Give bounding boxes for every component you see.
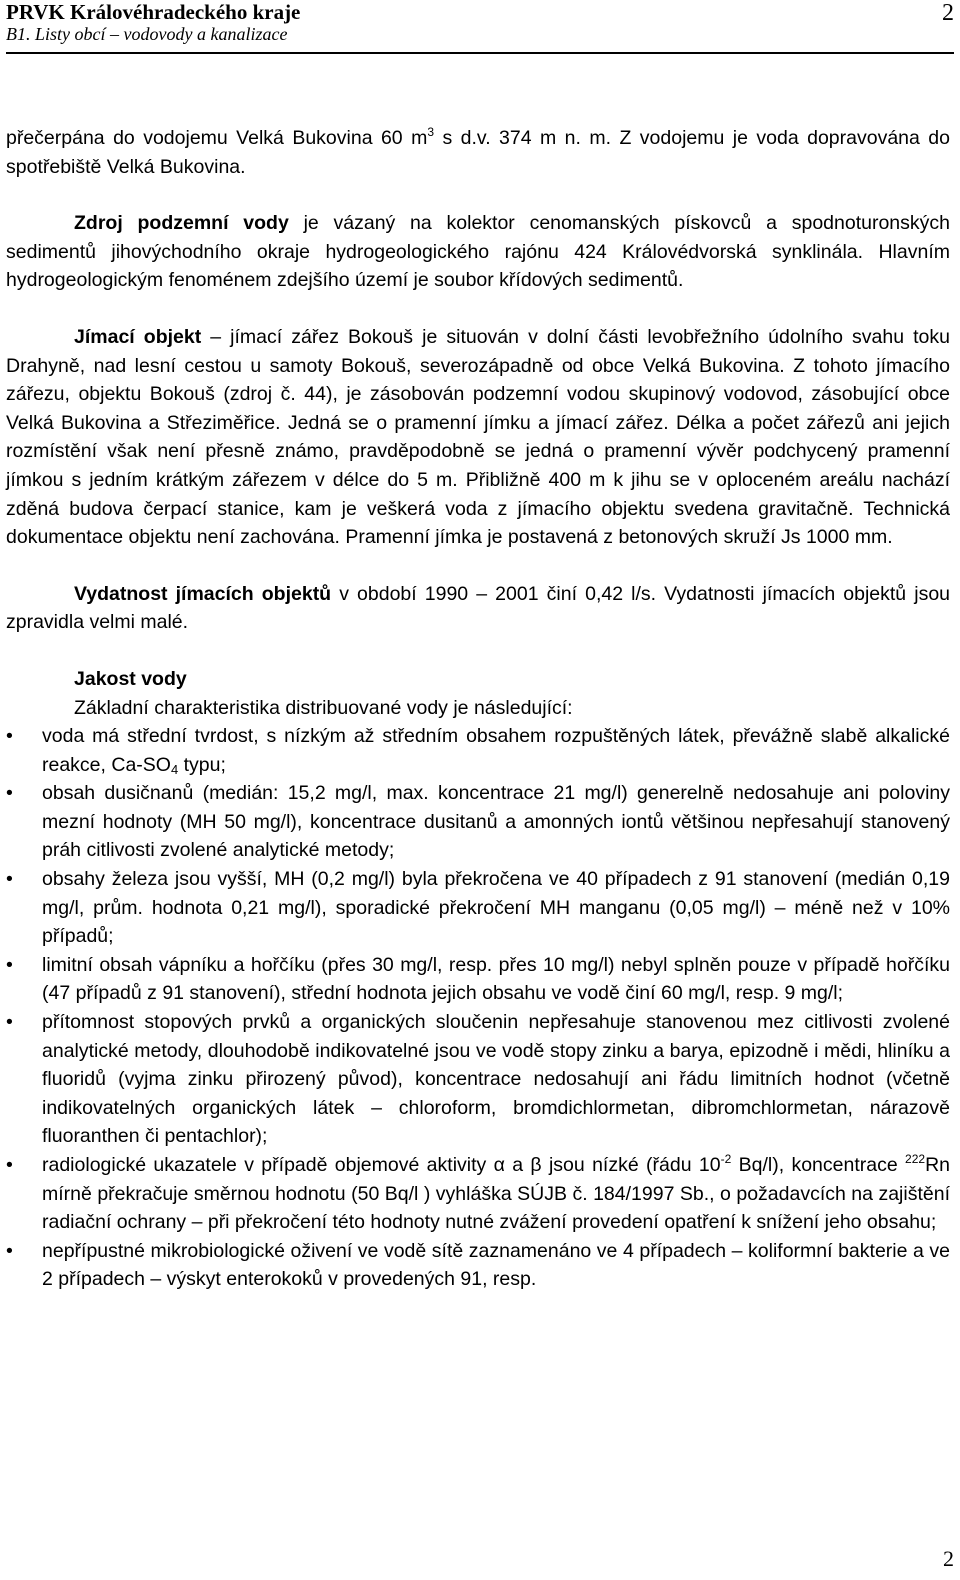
bullet-icon: • [6, 725, 13, 748]
paragraph-intake [6, 323, 950, 552]
footer-page-number: 2 [943, 1546, 954, 1571]
list-item [6, 865, 950, 951]
bullet-icon: • [6, 782, 13, 805]
list-item [6, 722, 950, 779]
section-heading-quality: Jakost vody [74, 667, 187, 690]
bullet-icon: • [6, 953, 13, 976]
text: v období 1990 – 2001 činí 0,42 l/s. Vydatnosti jímacích objektů jsou zpravidla velmi malé. [6, 582, 951, 634]
text: nepřípustné mikrobiologické oživení ve vodě sítě zaznamenáno ve 4 případech – koliformní bakterie a ve 2 případech – výskyt enterokoků v provedených 91, resp. [42, 1239, 950, 1291]
page-header [6, 0, 954, 54]
bullet-icon: • [6, 1011, 13, 1034]
list-item [6, 1151, 950, 1237]
bullet-icon: • [6, 868, 13, 891]
text: přečerpána do vodojemu Velká Bukovina 60 m [6, 127, 428, 149]
text: limitní obsah vápníku a hořčíku (přes 30 mg/l, resp. přes 10 mg/l) nebyl splněn pouze v případě hořčíku (47 případů z 91 stanovení), střední hodnota jejich obsahu ve vodě činí 60 mg/l, resp. 9 mg/l; [42, 953, 950, 1005]
subscript: 4 [170, 761, 179, 777]
paragraph-pumping [6, 124, 950, 181]
text: Rn mírně překračuje směrnou hodnotu (50 Bq/l ) vyhláška SÚJB č. 184/1997 Sb., o požadavcích na zajištění radiační ochrany – při překročení této hodnoty nutné zvážení provedení opatření k snížení jeho obsahu; [42, 1154, 951, 1234]
document-subtitle: B1. Listy obcí – vodovody a kanalizace [6, 24, 288, 44]
list-item [6, 779, 950, 865]
bold-term: Vydatnost jímacích objektů [74, 582, 332, 605]
superscript: -2 [720, 1152, 732, 1166]
quality-intro: Základní charakteristika distribuované vody je následující: [74, 696, 573, 719]
text: voda má střední tvrdost, s nízkým až středním obsahem rozpuštěných látek, převážně slabě alkalické reakce, Ca-SO [42, 725, 950, 776]
text: – jímací zářez Bokouš je situován v dolní části levobřežního údolního svahu toku Drahyně, nad lesní cestou u samoty Bokouš, severozápadně od obce Velká Bukovina. Z tohoto jímacího zářezu, objektu Bokouš (zdroj č. 44), je zásobován podzemní vodou skupinový vodovod, zásobující obce Velká Bukovina a Střeziměřice. Jedná se o pramenní jímku a jímací zářez. Délka a počet zářezů ani jejich rozmístění však není přesně známo, pravděpodobně se jedná o pramenní vývěr podchycený pramenní jímkou s jedním krátkým zářezem v délce do 5 m. Přibližně 400 m k jihu se v oploceném areálu nachází zděná budova čerpací stanice, kam je veškerá voda z jímacího objektu svedena gravitačně. Technická dokumentace objektu není zachována. Pramenní jímka je postavená z betonových skruží Js 1000 mm. [6, 325, 950, 549]
text: Bq/l), koncentrace [731, 1154, 906, 1176]
text: typu; [178, 753, 226, 776]
bullet-icon: • [6, 1239, 13, 1262]
superscript: 3 [427, 125, 435, 139]
quality-list [6, 722, 950, 1294]
document-body [6, 124, 950, 1294]
bold-term: Zdroj podzemní vody [74, 212, 289, 235]
header-page-number: 2 [942, 0, 954, 26]
superscript: 222 [905, 1152, 926, 1166]
text: obsah dusičnanů (medián: 15,2 mg/l, max. koncentrace 21 mg/l) generelně nedosahuje ani poloviny mezní hodnoty (MH 50 mg/l), koncentrace dusitanů a amonných iontů většinou nepřesahují stanovený práh citlivosti zvolené analytické metody; [42, 782, 950, 862]
text: obsahy železa jsou vyšší, MH (0,2 mg/l) byla překročena ve 40 případech z 91 stanovení (medián 0,19 mg/l, prům. hodnota 0,21 mg/l), sporadické překročení MH manganu (0,05 mg/l) – méně než v 10% případů; [42, 868, 950, 948]
bullet-icon: • [6, 1154, 13, 1176]
paragraph-yield [6, 580, 950, 637]
text: je vázaný na kolektor cenomanských pískovců a spodnoturonských sedimentů jihovýchodního okraje hydrogeologického rajónu 424 Královédvorská synklinála. Hlavním hydrogeologickým fenoménem zdejšího území je soubor křídových sedimentů. [6, 212, 950, 292]
paragraph-source [6, 209, 950, 295]
text: s d.v. 374 m n. m. Z vodojemu je voda dopravována do spotřebiště Velká Bukovina. [6, 127, 950, 178]
list-item [6, 1237, 950, 1294]
list-item [6, 1008, 950, 1151]
bold-term: Jímací objekt [74, 325, 202, 348]
text: přítomnost stopových prvků a organických sloučenin nepřesahuje stanovenou mez citlivosti zvolené analytické metody, dlouhodobě indikovatelné jsou ve vodě stopy zinku a barya, epizodně i mědi, hliníku a fluoridů (vyjma zinku přirozený původ), koncentrace nedosahují ani řádu limitních hodnot (včetně indikovatelných organických látek – chloroform, bromdichlormetan, dibromchlormetan, nárazově fluoranthen či pentachlor); [42, 1011, 950, 1148]
document-title: PRVK Královéhradeckého kraje [6, 0, 301, 24]
text: radiologické ukazatele v případě objemové aktivity α a β jsou nízké (řádu 10 [42, 1154, 721, 1176]
list-item [6, 951, 950, 1008]
